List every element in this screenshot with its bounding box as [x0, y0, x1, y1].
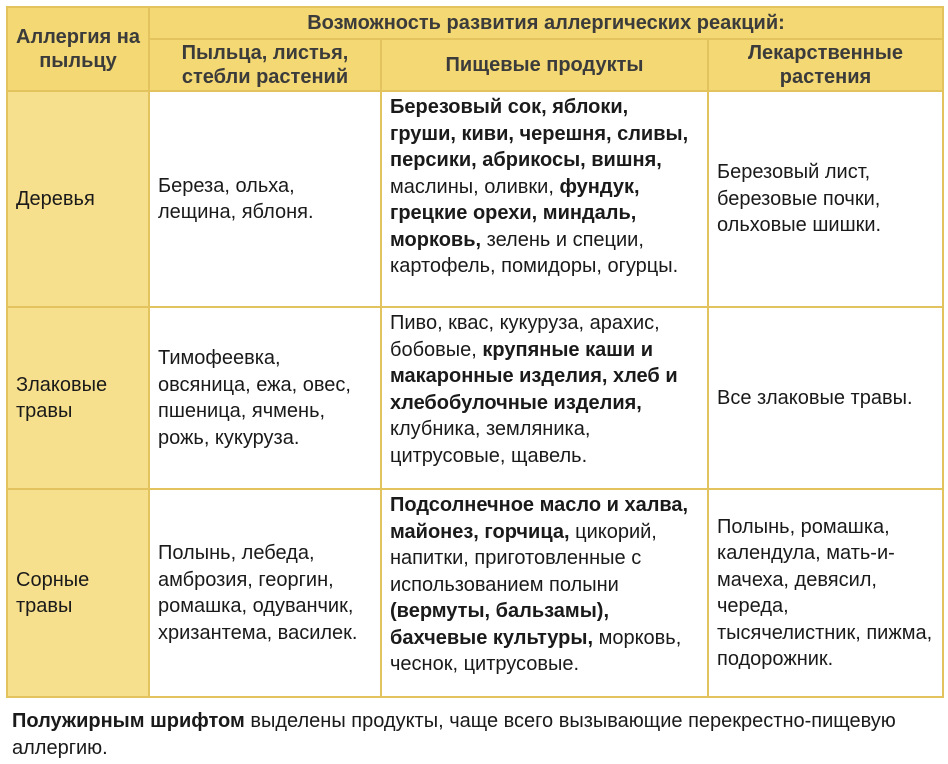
- row-name: Деревья: [7, 91, 149, 307]
- food-bold-segment: Березовый сок, яблоки, груши, киви, черешня, сливы, персики, абрикосы, вишня,: [390, 96, 689, 171]
- food-cell: [381, 91, 708, 307]
- food-segment: Пиво, квас, кукуруза, арахис, бобовые,: [390, 312, 660, 361]
- pollen-cell: Береза, ольха, лещина, яблоня.: [149, 91, 381, 307]
- food-bold-segment: (вермуты, бальзамы), бахчевые культуры,: [390, 600, 610, 649]
- row-name: Злаковые травы: [7, 307, 149, 489]
- row-name: Сорные травы: [7, 489, 149, 697]
- food-segment: зелень и специи, картофель, помидоры, огурцы.: [390, 228, 679, 277]
- header-pollen-leaves: Пыльца, листья, стебли растений: [149, 39, 381, 91]
- table-row: [7, 307, 943, 489]
- food-bold-segment: крупяные каши и макаронные изделия, хлеб и хлебобулочные изделия,: [390, 338, 678, 414]
- footnote-text: выделены продукты, чаще всего вызывающие перекрестно-пищевую аллергию.: [12, 710, 896, 759]
- allergy-table: [6, 6, 944, 698]
- header-row-top: [7, 7, 943, 39]
- herbs-cell: Все злаковые травы.: [708, 307, 943, 489]
- herbs-cell: Полынь, ромашка, календула, мать-и-мачеха, девясил, череда, тысячелистник, пижма, подорожник.: [708, 489, 943, 697]
- food-segment: цикорий, напитки, приготовленные с использованием полыни: [390, 520, 657, 596]
- food-segment: маслины, оливки,: [390, 175, 560, 198]
- header-food-products: Пищевые продукты: [381, 39, 708, 91]
- food-cell: [381, 489, 708, 697]
- pollen-cell: Тимофеевка, овсяница, ежа, овес, пшеница, ячмень, рожь, кукуруза.: [149, 307, 381, 489]
- pollen-cell: Полынь, лебеда, амброзия, георгин, ромашка, одуванчик, хризантема, василек.: [149, 489, 381, 697]
- food-segment: морковь, чеснок, цитрусовые.: [390, 626, 682, 675]
- header-reactions-group: Возможность развития аллергических реакций:: [149, 7, 943, 39]
- food-bold-segment: фундук, грецкие орехи, миндаль, морковь,: [390, 175, 640, 251]
- food-cell: [381, 307, 708, 489]
- footnote-bold: Полужирным шрифтом: [12, 710, 245, 732]
- food-segment: клубника, земляника, цитрусовые, щавель.: [390, 418, 591, 467]
- herbs-cell: Березовый лист, березовые почки, ольховые шишки.: [708, 91, 943, 307]
- footnote: [12, 708, 938, 762]
- table-row: [7, 91, 943, 307]
- food-bold-segment: Подсолнечное масло и халва, майонез, горчица,: [390, 494, 689, 543]
- table-row: [7, 489, 943, 697]
- header-medicinal-plants: Лекарственные растения: [708, 39, 943, 91]
- header-allergy-pollen: Аллергия на пыльцу: [7, 7, 149, 91]
